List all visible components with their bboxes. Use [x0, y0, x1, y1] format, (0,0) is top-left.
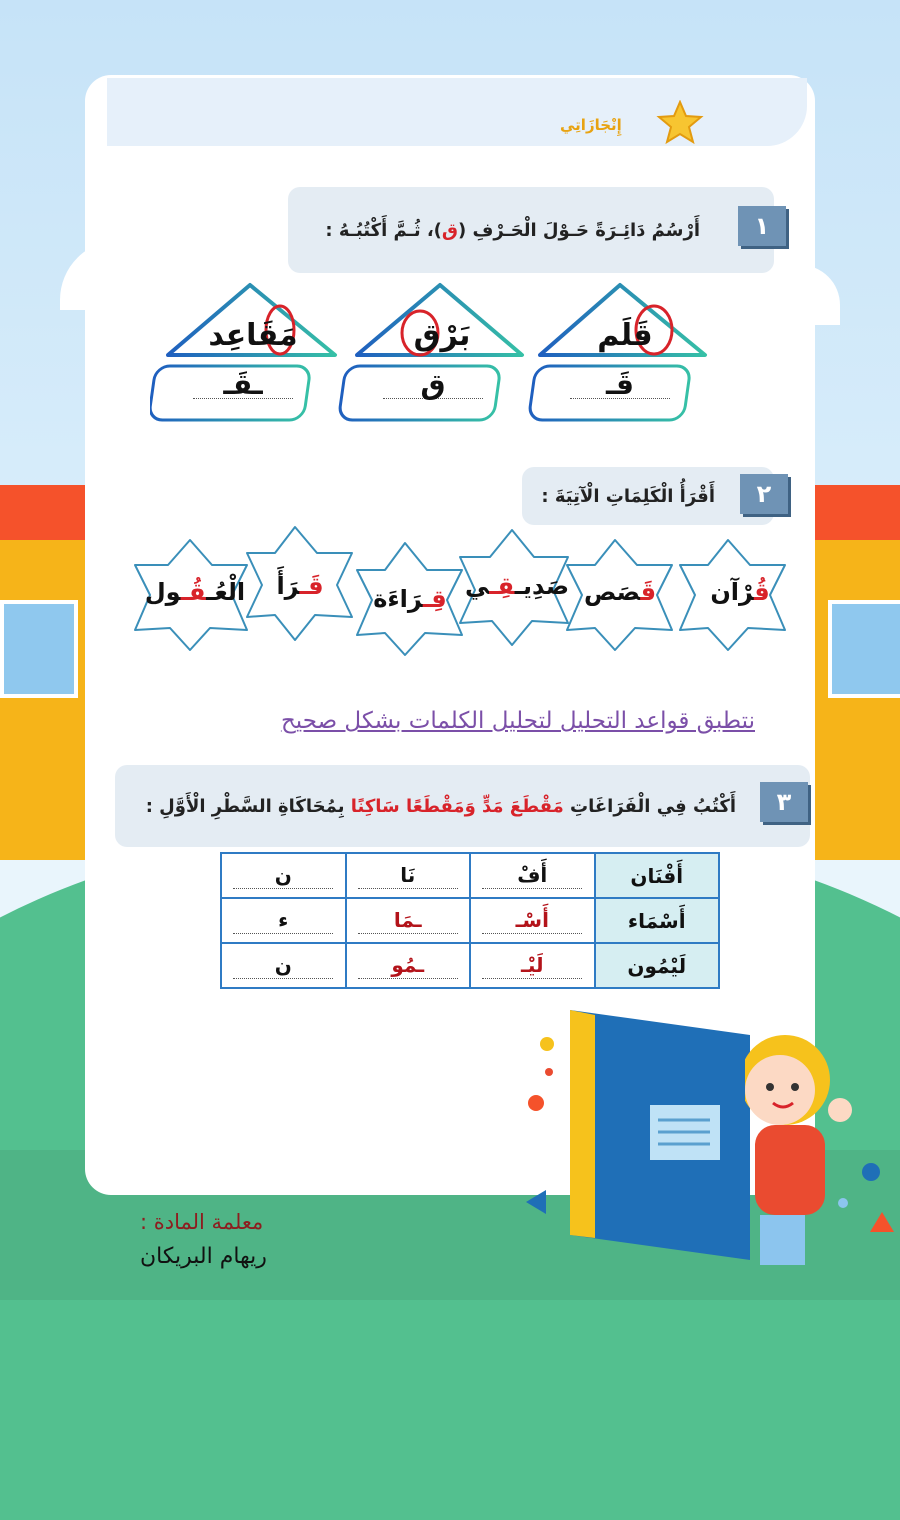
confetti-dot [838, 1198, 848, 1208]
q1-instruction-pre: أَرْسُمُ دَائِـرَةً حَـوْلَ الْحَـرْفِ ( [458, 219, 700, 241]
table-word-cell: لَيْمُون [595, 943, 720, 988]
q1-word-2: بَرْق [413, 318, 471, 353]
q2-number-badge: ٢ [740, 474, 788, 514]
left-building-roof [0, 485, 90, 545]
q3-instruction-box [115, 765, 810, 847]
table-word-cell: أَسْمَاء [595, 898, 720, 943]
q2-instruction: أَقْرَأُ الْكَلِمَاتِ الْآتِيَةَ : [541, 485, 715, 507]
q3-instruction-post: بِمُحَاكَاةِ السَّطْرِ الْأَوَّلِ : [145, 795, 351, 817]
table-cell: نَا [346, 853, 471, 898]
q1-word-3: مَقَاعِد [208, 318, 298, 353]
star-icon [655, 100, 705, 145]
girl-illustration [745, 1015, 855, 1265]
q1-instruction-box [288, 187, 774, 273]
table-row [221, 943, 719, 988]
table-cell: ء [221, 898, 346, 943]
page-title: إِنْجَازَاتِي [560, 116, 622, 134]
q3-number-badge: ٣ [760, 782, 808, 822]
table-cell: لَيْـ [470, 943, 595, 988]
confetti-dot [540, 1037, 554, 1051]
triangle-confetti [870, 1212, 894, 1232]
q2-word-5: قَـرَأَ [276, 572, 324, 600]
q2-word-2: قَصَص [583, 578, 657, 606]
confetti-dot [545, 1068, 553, 1076]
q1-answer-1: قَـ [560, 368, 680, 401]
q1-number-badge: ١ [738, 206, 786, 246]
q3-instruction-pre: أَكْتُبُ فِي الْفَرَاغَاتِ [563, 795, 736, 817]
table-cell: أَفْ [470, 853, 595, 898]
table-cell: ـمُو [346, 943, 471, 988]
right-building [815, 540, 900, 860]
q1-word-1: قَلَم [597, 318, 653, 353]
teacher-name: ريهام البريكان [140, 1244, 267, 1269]
table-word-cell: أَفْنَان [595, 853, 720, 898]
syllable-table [220, 852, 720, 989]
q2-word-3: صَدِيـقِـي [464, 572, 570, 600]
q1-instruction-post: )، ثُـمَّ أَكْتُبُـهُ : [325, 219, 442, 241]
q1-answer-2: ق [368, 368, 498, 401]
table-cell: أَسْـ [470, 898, 595, 943]
table-cell: ن [221, 943, 346, 988]
q1-answer-3: ـقَـ [178, 368, 308, 401]
triangle-confetti [526, 1190, 546, 1214]
q2-word-1: قُرْآن [710, 578, 770, 606]
teacher-label: معلمة المادة : [140, 1210, 264, 1234]
q3-instruction-red: مَقْطَعَ مَدٍّ وَمَقْطَعًا سَاكِنًا [350, 795, 564, 817]
q1-word-shapes [150, 280, 720, 430]
confetti-dot [528, 1095, 544, 1111]
book-illustration [560, 1010, 760, 1260]
q2-instruction-box [522, 467, 774, 525]
right-window [828, 600, 900, 698]
q2-word-4: قِـرَاءَة [373, 585, 447, 613]
q2-word-6: الْعُـقُـول [144, 578, 246, 606]
confetti-dot [862, 1163, 880, 1181]
table-cell: ن [221, 853, 346, 898]
q1-instruction-letter: ق [441, 219, 459, 241]
table-cell: ـمَا [346, 898, 471, 943]
left-window [0, 600, 78, 698]
learning-note: نتطبق قواعد التحليل لتحليل الكلمات بشكل صحيح [280, 708, 755, 734]
table-row [221, 898, 719, 943]
table-row [221, 853, 719, 898]
left-building [0, 540, 90, 860]
right-building-roof [815, 485, 900, 545]
